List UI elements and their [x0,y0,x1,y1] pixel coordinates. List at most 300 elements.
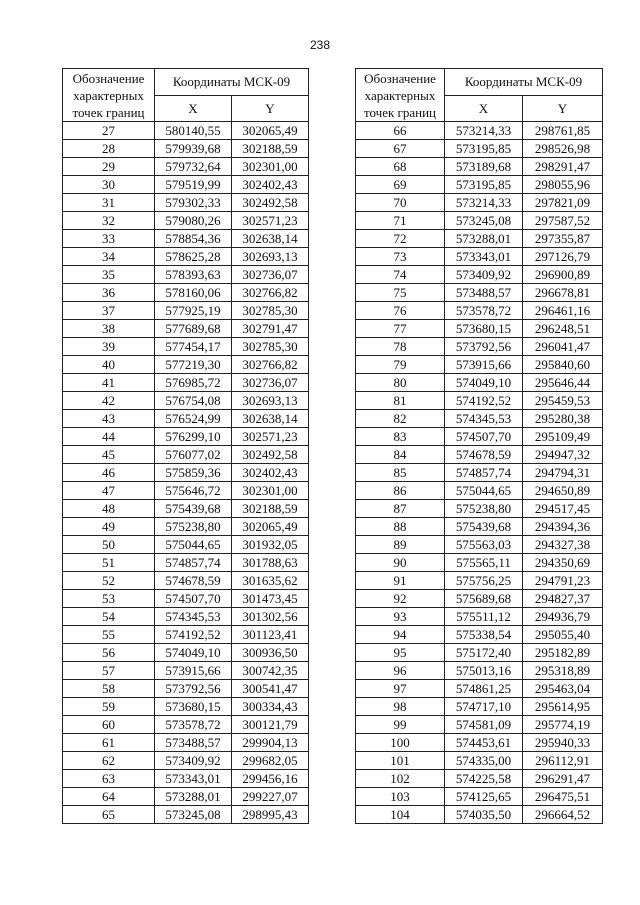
y-coordinate-cell: 302736,07 [232,266,309,284]
y-coordinate-cell: 299456,16 [232,770,309,788]
y-coordinate-cell: 296664,52 [523,806,603,824]
point-number-cell: 103 [356,788,445,806]
table-row [63,536,309,554]
x-coordinate-cell: 575646,72 [155,482,232,500]
y-coordinate-cell: 295940,33 [523,734,603,752]
x-coordinate-cell: 574192,52 [445,392,523,410]
y-coordinate-cell: 295459,53 [523,392,603,410]
x-coordinate-cell: 575439,68 [445,518,523,536]
y-coordinate-cell: 301635,62 [232,572,309,590]
table-row [356,302,603,320]
table-row [356,608,603,626]
y-coordinate-cell: 302492,58 [232,446,309,464]
point-number-cell: 78 [356,338,445,356]
point-number-cell: 41 [63,374,155,392]
x-coordinate-cell: 579939,68 [155,140,232,158]
point-number-cell: 104 [356,806,445,824]
y-coordinate-cell: 298526,98 [523,140,603,158]
x-coordinate-cell: 573245,08 [445,212,523,230]
y-coordinate-cell: 302402,43 [232,176,309,194]
table-row [356,338,603,356]
y-coordinate-cell: 300936,50 [232,644,309,662]
table-row [63,752,309,770]
point-number-cell: 66 [356,122,445,140]
x-coordinate-cell: 574717,10 [445,698,523,716]
point-number-cell: 90 [356,554,445,572]
x-coordinate-cell: 574581,09 [445,716,523,734]
table-row [356,788,603,806]
point-number-cell: 55 [63,626,155,644]
y-coordinate-cell: 294394,36 [523,518,603,536]
x-coordinate-cell: 575238,80 [155,518,232,536]
y-coordinate-cell: 296248,51 [523,320,603,338]
table-row [63,428,309,446]
x-coordinate-cell: 574225,58 [445,770,523,788]
y-coordinate-cell: 302188,59 [232,140,309,158]
x-coordinate-cell: 575565,11 [445,554,523,572]
table-row [63,644,309,662]
table-row [63,212,309,230]
x-coordinate-cell: 573214,33 [445,194,523,212]
table-row [356,230,603,248]
point-number-cell: 76 [356,302,445,320]
table-row [356,266,603,284]
table-row [356,698,603,716]
point-number-cell: 62 [63,752,155,770]
point-number-cell: 54 [63,608,155,626]
point-number-cell: 68 [356,158,445,176]
y-coordinate-cell: 302571,23 [232,428,309,446]
table-row [356,644,603,662]
y-coordinate-cell: 297355,87 [523,230,603,248]
x-coordinate-cell: 578854,36 [155,230,232,248]
y-coordinate-cell: 294947,32 [523,446,603,464]
x-coordinate-cell: 575044,65 [445,482,523,500]
y-coordinate-cell: 298761,85 [523,122,603,140]
table-row [63,572,309,590]
table-row [63,500,309,518]
x-coordinate-cell: 574049,10 [445,374,523,392]
x-coordinate-cell: 574035,50 [445,806,523,824]
point-number-cell: 102 [356,770,445,788]
point-number-cell: 70 [356,194,445,212]
table-row [356,140,603,158]
point-number-cell: 84 [356,446,445,464]
point-number-cell: 96 [356,662,445,680]
x-coordinate-cell: 576299,10 [155,428,232,446]
y-coordinate-cell: 295109,49 [523,428,603,446]
table-row [356,662,603,680]
x-coordinate-cell: 579519,99 [155,176,232,194]
point-number-cell: 71 [356,212,445,230]
table-row [356,284,603,302]
point-number-cell: 49 [63,518,155,536]
x-coordinate-cell: 574507,70 [445,428,523,446]
x-coordinate-cell: 575511,12 [445,608,523,626]
y-coordinate-cell: 302402,43 [232,464,309,482]
point-number-cell: 35 [63,266,155,284]
x-coordinate-cell: 575044,65 [155,536,232,554]
point-number-cell: 53 [63,590,155,608]
x-coordinate-cell: 574678,59 [445,446,523,464]
table-row [63,662,309,680]
point-number-cell: 89 [356,536,445,554]
table-row [356,374,603,392]
x-coordinate-cell: 574049,10 [155,644,232,662]
point-number-cell: 98 [356,698,445,716]
table-row [63,806,309,824]
x-coordinate-cell: 575172,40 [445,644,523,662]
point-number-cell: 60 [63,716,155,734]
table-row [63,158,309,176]
x-coordinate-cell: 578625,28 [155,248,232,266]
y-coordinate-cell: 294794,31 [523,464,603,482]
table-row [356,320,603,338]
y-coordinate-cell: 302065,49 [232,518,309,536]
y-coordinate-cell: 302693,13 [232,248,309,266]
x-coordinate-cell: 576754,08 [155,392,232,410]
y-coordinate-cell: 295840,60 [523,356,603,374]
table-row [63,194,309,212]
y-coordinate-cell: 301473,45 [232,590,309,608]
point-number-cell: 56 [63,644,155,662]
x-coordinate-cell: 574335,00 [445,752,523,770]
table-row [356,392,603,410]
table-row [63,770,309,788]
table-row [356,680,603,698]
header-x: X [155,95,232,122]
y-coordinate-cell: 296678,81 [523,284,603,302]
table-row [356,500,603,518]
x-coordinate-cell: 573409,92 [445,266,523,284]
x-coordinate-cell: 576524,99 [155,410,232,428]
point-number-cell: 79 [356,356,445,374]
x-coordinate-cell: 575338,54 [445,626,523,644]
header-point-designation: Обозначение характерных точек границ [356,69,445,122]
table-row [356,806,603,824]
point-number-cell: 64 [63,788,155,806]
y-coordinate-cell: 301302,56 [232,608,309,626]
point-number-cell: 37 [63,302,155,320]
y-coordinate-cell: 302785,30 [232,338,309,356]
point-number-cell: 67 [356,140,445,158]
table-row [356,734,603,752]
point-number-cell: 95 [356,644,445,662]
header-coordinates: Координаты МСК-09 [155,69,309,96]
x-coordinate-cell: 573488,57 [155,734,232,752]
y-coordinate-cell: 302301,00 [232,482,309,500]
y-coordinate-cell: 300742,35 [232,662,309,680]
table-row [356,770,603,788]
table-row [63,698,309,716]
y-coordinate-cell: 294650,89 [523,482,603,500]
x-coordinate-cell: 574861,25 [445,680,523,698]
table-row [356,482,603,500]
y-coordinate-cell: 299904,13 [232,734,309,752]
header-y: Y [232,95,309,122]
x-coordinate-cell: 575859,36 [155,464,232,482]
x-coordinate-cell: 573792,56 [445,338,523,356]
x-coordinate-cell: 573680,15 [155,698,232,716]
table-row [63,302,309,320]
y-coordinate-cell: 296041,47 [523,338,603,356]
y-coordinate-cell: 297587,52 [523,212,603,230]
x-coordinate-cell: 578393,63 [155,266,232,284]
table-row [63,446,309,464]
point-number-cell: 33 [63,230,155,248]
x-coordinate-cell: 577219,30 [155,356,232,374]
x-coordinate-cell: 574192,52 [155,626,232,644]
table-row [356,464,603,482]
table-row [63,554,309,572]
point-number-cell: 99 [356,716,445,734]
table-row [356,410,603,428]
point-number-cell: 36 [63,284,155,302]
point-number-cell: 63 [63,770,155,788]
point-number-cell: 39 [63,338,155,356]
x-coordinate-cell: 574857,74 [445,464,523,482]
point-number-cell: 86 [356,482,445,500]
coordinates-table-left [62,68,309,824]
point-number-cell: 92 [356,590,445,608]
point-number-cell: 80 [356,374,445,392]
table-row [63,176,309,194]
x-coordinate-cell: 576985,72 [155,374,232,392]
table-row [63,734,309,752]
table-row [63,338,309,356]
table-row [63,230,309,248]
x-coordinate-cell: 573915,66 [445,356,523,374]
x-coordinate-cell: 575563,03 [445,536,523,554]
table-row [63,284,309,302]
table-row [356,158,603,176]
table-row [356,572,603,590]
x-coordinate-cell: 580140,55 [155,122,232,140]
x-coordinate-cell: 573578,72 [155,716,232,734]
x-coordinate-cell: 574678,59 [155,572,232,590]
table-row [63,788,309,806]
table-body-left [63,122,309,824]
y-coordinate-cell: 298291,47 [523,158,603,176]
y-coordinate-cell: 301932,05 [232,536,309,554]
point-number-cell: 61 [63,734,155,752]
table-row [356,518,603,536]
table-row [63,392,309,410]
point-number-cell: 65 [63,806,155,824]
table-row [63,716,309,734]
point-number-cell: 47 [63,482,155,500]
y-coordinate-cell: 302736,07 [232,374,309,392]
x-coordinate-cell: 573409,92 [155,752,232,770]
table-row [356,212,603,230]
x-coordinate-cell: 573343,01 [445,248,523,266]
coordinates-table-right [355,68,603,824]
y-coordinate-cell: 301788,63 [232,554,309,572]
x-coordinate-cell: 573915,66 [155,662,232,680]
x-coordinate-cell: 573288,01 [445,230,523,248]
point-number-cell: 74 [356,266,445,284]
point-number-cell: 52 [63,572,155,590]
y-coordinate-cell: 295318,89 [523,662,603,680]
table-row [356,536,603,554]
y-coordinate-cell: 302188,59 [232,500,309,518]
y-coordinate-cell: 295182,89 [523,644,603,662]
y-coordinate-cell: 295774,19 [523,716,603,734]
point-number-cell: 93 [356,608,445,626]
header-y: Y [523,95,603,122]
y-coordinate-cell: 294791,23 [523,572,603,590]
table-row [63,266,309,284]
y-coordinate-cell: 299682,05 [232,752,309,770]
x-coordinate-cell: 576077,02 [155,446,232,464]
y-coordinate-cell: 295055,40 [523,626,603,644]
table-row [63,626,309,644]
point-number-cell: 94 [356,626,445,644]
point-number-cell: 45 [63,446,155,464]
y-coordinate-cell: 294936,79 [523,608,603,626]
point-number-cell: 40 [63,356,155,374]
point-number-cell: 91 [356,572,445,590]
y-coordinate-cell: 297821,09 [523,194,603,212]
table-row [356,752,603,770]
y-coordinate-cell: 298995,43 [232,806,309,824]
point-number-cell: 85 [356,464,445,482]
y-coordinate-cell: 302693,13 [232,392,309,410]
y-coordinate-cell: 302766,82 [232,284,309,302]
point-number-cell: 48 [63,500,155,518]
point-number-cell: 97 [356,680,445,698]
x-coordinate-cell: 578160,06 [155,284,232,302]
x-coordinate-cell: 573680,15 [445,320,523,338]
point-number-cell: 42 [63,392,155,410]
point-number-cell: 43 [63,410,155,428]
table-row [63,590,309,608]
x-coordinate-cell: 575238,80 [445,500,523,518]
x-coordinate-cell: 574125,65 [445,788,523,806]
table-row [356,194,603,212]
y-coordinate-cell: 300121,79 [232,716,309,734]
point-number-cell: 59 [63,698,155,716]
table-row [63,608,309,626]
y-coordinate-cell: 296112,91 [523,752,603,770]
point-number-cell: 30 [63,176,155,194]
x-coordinate-cell: 573488,57 [445,284,523,302]
table-row [63,248,309,266]
page-number: 238 [309,38,331,52]
x-coordinate-cell: 573578,72 [445,302,523,320]
x-coordinate-cell: 574345,53 [155,608,232,626]
point-number-cell: 31 [63,194,155,212]
x-coordinate-cell: 573288,01 [155,788,232,806]
table-body-right [356,122,603,824]
y-coordinate-cell: 302065,49 [232,122,309,140]
y-coordinate-cell: 302492,58 [232,194,309,212]
point-number-cell: 100 [356,734,445,752]
x-coordinate-cell: 573189,68 [445,158,523,176]
table-row [63,482,309,500]
table-row [356,590,603,608]
header-point-designation: Обозначение характерных точек границ [63,69,155,122]
table-row [63,680,309,698]
table-row [356,626,603,644]
y-coordinate-cell: 302301,00 [232,158,309,176]
point-number-cell: 50 [63,536,155,554]
x-coordinate-cell: 573195,85 [445,140,523,158]
point-number-cell: 32 [63,212,155,230]
y-coordinate-cell: 294517,45 [523,500,603,518]
x-coordinate-cell: 575756,25 [445,572,523,590]
x-coordinate-cell: 574345,53 [445,410,523,428]
point-number-cell: 58 [63,680,155,698]
table-row [63,518,309,536]
point-number-cell: 77 [356,320,445,338]
point-number-cell: 81 [356,392,445,410]
x-coordinate-cell: 574453,61 [445,734,523,752]
point-number-cell: 38 [63,320,155,338]
x-coordinate-cell: 575439,68 [155,500,232,518]
y-coordinate-cell: 296475,51 [523,788,603,806]
point-number-cell: 101 [356,752,445,770]
point-number-cell: 57 [63,662,155,680]
x-coordinate-cell: 577689,68 [155,320,232,338]
x-coordinate-cell: 577454,17 [155,338,232,356]
table-row [356,176,603,194]
x-coordinate-cell: 579080,26 [155,212,232,230]
point-number-cell: 27 [63,122,155,140]
x-coordinate-cell: 573195,85 [445,176,523,194]
header-coordinates: Координаты МСК-09 [445,69,603,96]
table-row [356,446,603,464]
y-coordinate-cell: 302791,47 [232,320,309,338]
x-coordinate-cell: 579302,33 [155,194,232,212]
table-row [356,122,603,140]
y-coordinate-cell: 302638,14 [232,410,309,428]
table-row [356,716,603,734]
y-coordinate-cell: 296291,47 [523,770,603,788]
y-coordinate-cell: 296461,16 [523,302,603,320]
y-coordinate-cell: 302571,23 [232,212,309,230]
x-coordinate-cell: 573792,56 [155,680,232,698]
table-row [63,320,309,338]
y-coordinate-cell: 295280,38 [523,410,603,428]
point-number-cell: 83 [356,428,445,446]
table-row [63,122,309,140]
x-coordinate-cell: 579732,64 [155,158,232,176]
table-row [63,464,309,482]
y-coordinate-cell: 295646,44 [523,374,603,392]
point-number-cell: 87 [356,500,445,518]
point-number-cell: 34 [63,248,155,266]
point-number-cell: 88 [356,518,445,536]
point-number-cell: 51 [63,554,155,572]
y-coordinate-cell: 296900,89 [523,266,603,284]
point-number-cell: 72 [356,230,445,248]
x-coordinate-cell: 575013,16 [445,662,523,680]
table-row [356,248,603,266]
table-row [356,356,603,374]
table-row [63,410,309,428]
y-coordinate-cell: 302638,14 [232,230,309,248]
table-row [63,140,309,158]
table-row [63,374,309,392]
y-coordinate-cell: 300334,43 [232,698,309,716]
point-number-cell: 28 [63,140,155,158]
y-coordinate-cell: 295614,95 [523,698,603,716]
y-coordinate-cell: 294350,69 [523,554,603,572]
y-coordinate-cell: 295463,04 [523,680,603,698]
point-number-cell: 75 [356,284,445,302]
x-coordinate-cell: 573343,01 [155,770,232,788]
